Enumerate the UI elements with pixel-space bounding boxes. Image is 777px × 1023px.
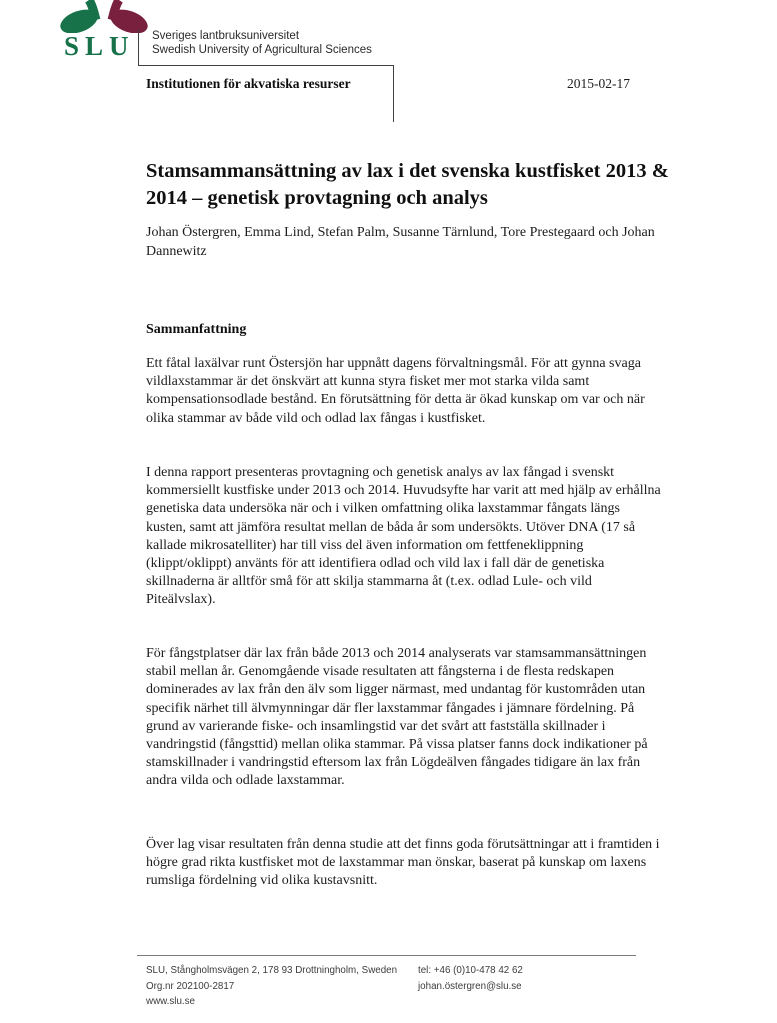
footer-email: johan.östergren@slu.se <box>418 980 522 992</box>
footer-contact-block <box>418 963 523 994</box>
footer-phone: tel: +46 (0)10-478 42 62 <box>418 965 523 976</box>
university-name <box>152 30 372 57</box>
report-title: Stamsammansättning av lax i det svenska kustfisket 2013 & 2014 – genetisk provtagning och analys <box>146 160 669 209</box>
slu-wordmark: SLU <box>64 31 135 61</box>
university-name-swedish: Sveriges lantbruksuniversitet <box>152 30 300 42</box>
footer-address-block <box>146 963 397 1010</box>
header-divider-vertical-left <box>138 30 139 65</box>
slu-clover-icon <box>58 0 150 33</box>
report-authors: Johan Östergren, Emma Lind, Stefan Palm, Susanne Tärnlund, Tore Prestegaard och Johan Dannewitz <box>146 225 655 259</box>
university-name-english: Swedish University of Agricultural Sciences <box>152 43 372 56</box>
summary-paragraph: Över lag visar resultaten från denna studie att det finns goda förutsättningar att i framtiden i högre grad rikta kustfisket mot de laxstammar man önskar, baserat på kunskap om laxens rumsliga fördelning vid olika kustavsnitt. <box>146 837 660 889</box>
summary-paragraph: För fångstplatser där lax från både 2013 och 2014 analyserats var stamsammansättningen stabil mellan år. Genomgående visade resultaten att fångsterna i de flesta redskapen dominerades av lax från den älv som ligger närmast, med undantag för kustområden utan specifik närhet till älvmynningar där fler laxstammar fångades i jämnare fördelning. På grund av varierande fiske- och insamlingstid var det svårt att fastställa skillnader i vandringstid (fångsttid) mellan olika stammar. På vissa platser fanns dock indikationer på stamskillnader i vandringstid eftersom lax från Lögdeälven fångades tidigare än lax från andra vilda och odlade laxstammar. <box>146 646 648 789</box>
summary-paragraph: I denna rapport presenteras provtagning och genetisk analys av lax fångad i svenskt kommersiellt kustfiske under 2013 och 2014. Huvudsyfte har varit att med hjälp av erhållna genetiska data undersöka när och i vilken omfattning olika laxstammar fångats längs kusten, samt att jämföra resultat mellan de båda år som undersökts. Utöver DNA (17 så kallade mikrosatelliter) har till viss del även information om fettfeneklippning (klippt/oklippt) använts för att identifiera odlad och vild lax i fall där de genetiska skillnaderna är alltför små för att skilja stammarna åt (t.ex. odlad Lule- och vild Piteälvslax). <box>146 465 661 608</box>
footer-address: SLU, Stångholmsvägen 2, 178 93 Drottningholm, Sweden <box>146 965 398 976</box>
footer-org-number: Org.nr 202100-2817 <box>146 980 235 992</box>
footer-rule <box>137 955 636 956</box>
summary-paragraph: Ett fåtal laxälvar runt Östersjön har uppnått dagens förvaltningsmål. För att gynna svaga vildlaxstammar är det önskvärt att kunna styra fisket mer mot starka vilda samt kompensationsodlade bestånd. En förutsättning för detta är ökad kunskap om var och när olika stammar av både vild och odlad lax fångas i kustfisket. <box>146 356 645 426</box>
header-divider-vertical-right <box>393 65 394 122</box>
header-divider-horizontal <box>138 65 394 66</box>
department-name: Institutionen för akvatiska resurser <box>146 76 351 91</box>
footer-website: www.slu.se <box>146 996 195 1007</box>
summary-heading: Sammanfattning <box>146 322 247 337</box>
slu-logo <box>58 0 150 33</box>
document-date: 2015-02-17 <box>567 76 630 91</box>
